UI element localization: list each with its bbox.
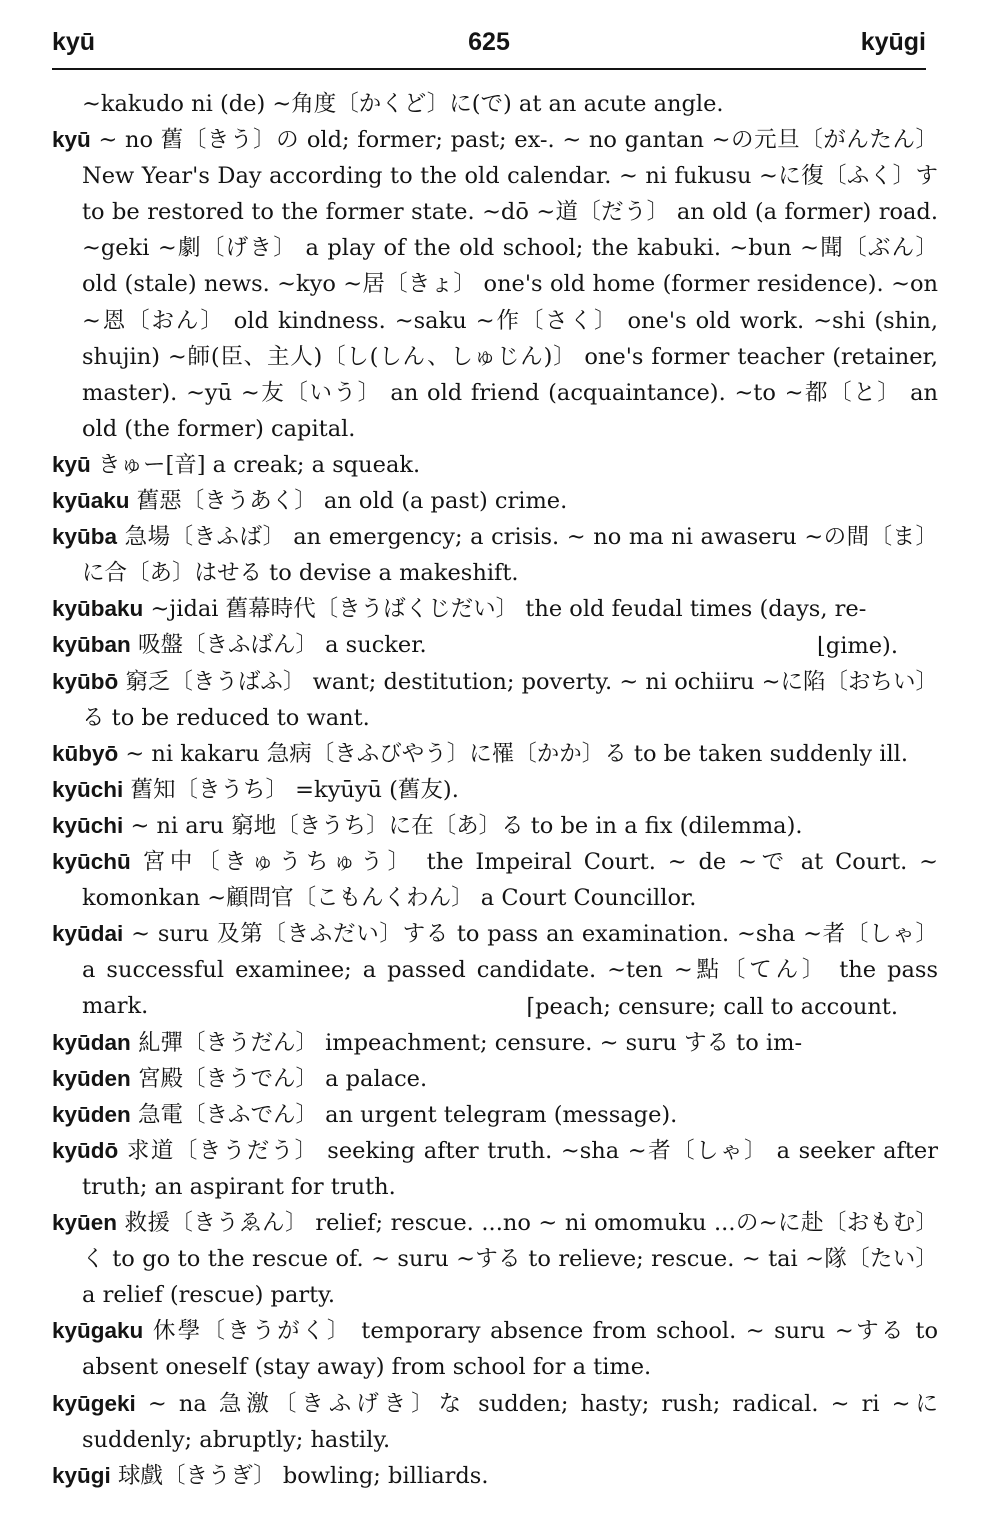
headword: kyūgeki [52, 1390, 136, 1416]
dictionary-entry [52, 1205, 938, 1313]
entry-text: 急場〔きふば〕 an emergency; a crisis. ~ no ma ni awaseru ~の間〔ま〕に合〔あ〕はせる to devise a makeshift. [82, 524, 939, 587]
dictionary-entry [52, 122, 938, 447]
dictionary-entry [52, 1133, 938, 1205]
headword: kyūchū [52, 849, 131, 875]
headword: kyū [52, 127, 91, 153]
entry-text: 急電〔きふでん〕 an urgent telegram (message). [137, 1101, 678, 1128]
entry-text: ~ ni kakaru 急病〔きふびやう〕に罹〔かか〕る to be taken suddenly ill. [125, 740, 909, 767]
entry-text: 休學〔きうがく〕 temporary absence from school. ~ suru ~する to absent oneself (stay away) from school for a time. [82, 1318, 938, 1381]
entry-text: 舊知〔きうち〕 =kyūyū (舊友). [130, 776, 459, 803]
entry-text: ~ ni aru 窮地〔きうち〕に在〔あ〕る to be in a fix (dilemma). [130, 812, 803, 839]
entry-text: ~ na 急激〔きふげき〕な sudden; hasty; rush; radical. ~ ri ~に suddenly; abruptly; hastily. [82, 1390, 938, 1453]
dictionary-body [52, 86, 938, 1494]
dictionary-entry [52, 1097, 938, 1133]
dictionary-entry [52, 916, 938, 1024]
headword: kyūbaku [52, 596, 144, 622]
entry-text: 救援〔きうゑん〕 relief; rescue. ...no ~ ni omomuku ...の~に赴〔おもむ〕く to go to the rescue of. ~ suru ~する to relieve; rescue. ~ tai ~隊〔たい〕 a relief (rescue) party. [82, 1210, 938, 1309]
headword: kyūdai [52, 921, 124, 947]
dictionary-entry [52, 1386, 938, 1458]
page-header [52, 22, 926, 66]
entry-text: 球戲〔きうぎ〕 bowling; billiards. [117, 1462, 489, 1489]
dictionary-entry [52, 1458, 938, 1494]
entry-text: ~ suru 及第〔きふだい〕する to pass an examination. ~sha ~者〔しゃ〕 a successful examinee; a passed candidate. ~ten ~點〔てん〕 the pass mark. [82, 921, 938, 1020]
header-right-guideword: kyūgi [860, 28, 926, 56]
dictionary-entry [52, 519, 938, 591]
header-rule [52, 68, 926, 70]
dictionary-entry [52, 1313, 938, 1385]
headword: kyūban [52, 632, 131, 658]
entry-text: ~ no 舊〔きう〕の old; former; past; ex-. ~ no gantan ~の元旦〔がんたん〕 New Year's Day according to the old calendar. ~ ni fukusu ~に復〔ふく〕す to be restored to the former state. ~dō ~道〔だう〕 an old (a former) road. ~geki ~劇〔げき〕 a play of the old school; the kabuki. ~bun ~聞〔ぶん〕 old (stale) news. ~kyo ~居〔きょ〕 one's old home (former residence). ~on ~恩〔おん〕 old kindness. ~saku ~作〔さく〕 one's old work. ~shi (shin, shujin) ~師(臣、主人)〔し(しん、しゅじん)〕 one's former teacher (retainer, master). ~yū ~友〔いう〕 an old friend (acquaintance). ~to ~都〔と〕 an old (the former) capital. [82, 127, 938, 442]
headword: kyūdō [52, 1137, 119, 1163]
headword: kyūen [52, 1210, 118, 1236]
overflow-note: ⌊gime). [817, 632, 898, 659]
entry-text: きゅー[音] a creak; a squeak. [97, 451, 421, 478]
headword: kūbyō [52, 740, 119, 766]
headword: kyūba [52, 524, 118, 550]
dictionary-entry [52, 736, 938, 772]
dictionary-entry [52, 808, 938, 844]
dictionary-entry [52, 447, 938, 483]
entry-text: 吸盤〔きふばん〕 a sucker. [137, 632, 427, 659]
entry-text: ~jidai 舊幕時代〔きうばくじだい〕 the old feudal times (days, re- [150, 596, 867, 623]
headword: kyūden [52, 1065, 131, 1091]
overflow-note: ⌈peach; censure; call to account. [526, 993, 898, 1020]
headword: kyūbō [52, 668, 119, 694]
header-left-guideword: kyū [52, 28, 96, 56]
headword: kyū [52, 451, 91, 477]
page-number: 625 [468, 28, 510, 56]
headword: kyūgaku [52, 1318, 144, 1344]
dictionary-entry [52, 664, 938, 736]
entry-text: 窮乏〔きうばふ〕 want; destitution; poverty. ~ ni ochiiru ~に陷〔おちい〕る to be reduced to want. [82, 668, 938, 731]
entry-text: 舊惡〔きうあく〕 an old (a past) crime. [136, 488, 568, 515]
entry-text: 糺彈〔きうだん〕 impeachment; censure. ~ suru する to im- [137, 1029, 803, 1056]
dictionary-entry [52, 1025, 938, 1061]
entry-text: 宮殿〔きうでん〕 a palace. [137, 1065, 428, 1092]
headword: kyūden [52, 1101, 131, 1127]
entry-text: ~kakudo ni (de) ~角度〔かくど〕に(で) at an acute angle. [82, 91, 724, 117]
headword: kyūgi [52, 1462, 111, 1488]
dictionary-entry [52, 86, 938, 122]
headword: kyūchi [52, 776, 124, 802]
dictionary-entry [52, 772, 938, 808]
headword: kyūchi [52, 812, 124, 838]
dictionary-entry [52, 483, 938, 519]
entry-text: 宮中〔きゅうちゅう〕 the Impeiral Court. ~ de ~で at Court. ~ komonkan ~顧問官〔こもんくわん〕 a Court Councillor. [82, 849, 939, 912]
dictionary-entry [52, 627, 938, 663]
headword: kyūaku [52, 488, 130, 514]
dictionary-entry [52, 591, 938, 627]
headword: kyūdan [52, 1029, 131, 1055]
entry-text: 求道〔きうだう〕 seeking after truth. ~sha ~者〔しゃ〕 a seeker after truth; an aspirant for truth. [82, 1137, 938, 1200]
dictionary-entry [52, 844, 938, 916]
dictionary-entry [52, 1061, 938, 1097]
